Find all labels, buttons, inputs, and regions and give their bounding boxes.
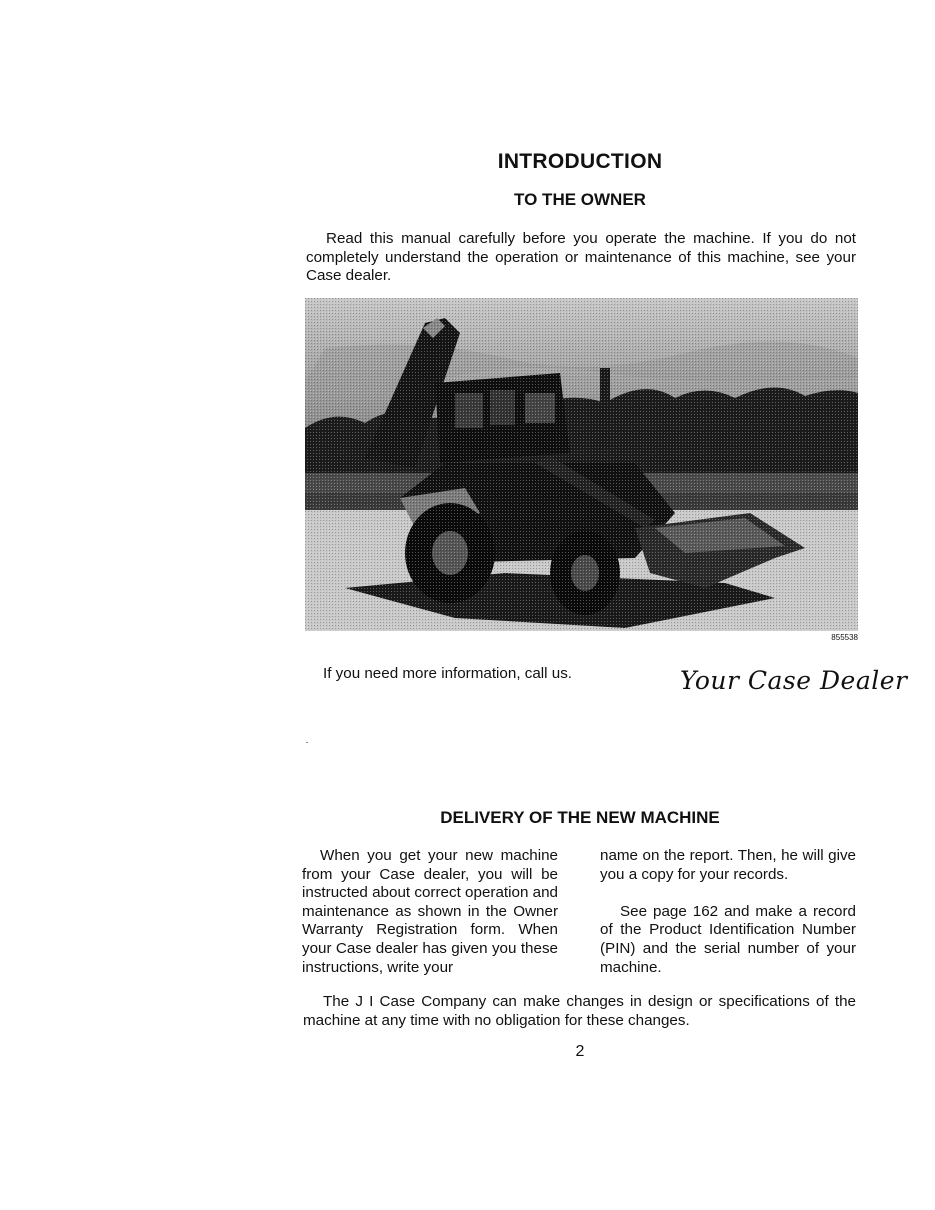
delivery-paragraph-2: See page 162 and make a record of the Product Identification Number (PIN) and the serial number of your machine.	[600, 902, 856, 976]
intro-paragraph: Read this manual carefully before you operate the machine. If you do not completely understand the operation or maintenance of this machine, see your Case dealer.	[306, 230, 856, 285]
page-title: INTRODUCTION	[497, 150, 663, 173]
delivery-column-right	[600, 847, 856, 977]
delivery-paragraph-1-continued: name on the report. Then, he will give you a copy for your records.	[600, 847, 856, 883]
loader-backhoe-illustration	[305, 298, 858, 631]
scan-speck	[306, 742, 308, 743]
section-heading-delivery: DELIVERY OF THE NEW MACHINE	[440, 808, 720, 827]
page-number: 2	[575, 1043, 585, 1060]
delivery-paragraph-1: When you get your new machine from your Case dealer, you will be instructed about correct operation and maintenance as shown in the Owner Warranty Registration form. When your Case dealer has given you these instructions, write your	[302, 847, 558, 976]
closing-paragraph: The J I Case Company can make changes in design or specifications of the machine at any time with no obligation for these changes.	[303, 993, 856, 1029]
machine-photo	[305, 298, 858, 631]
dealer-signature: Your Case Dealer	[680, 666, 908, 695]
section-heading-to-the-owner: TO THE OWNER	[514, 190, 646, 209]
figure-number: 855538	[831, 633, 858, 642]
more-info-text: If you need more information, call us.	[323, 665, 573, 682]
delivery-column-left	[302, 847, 558, 977]
